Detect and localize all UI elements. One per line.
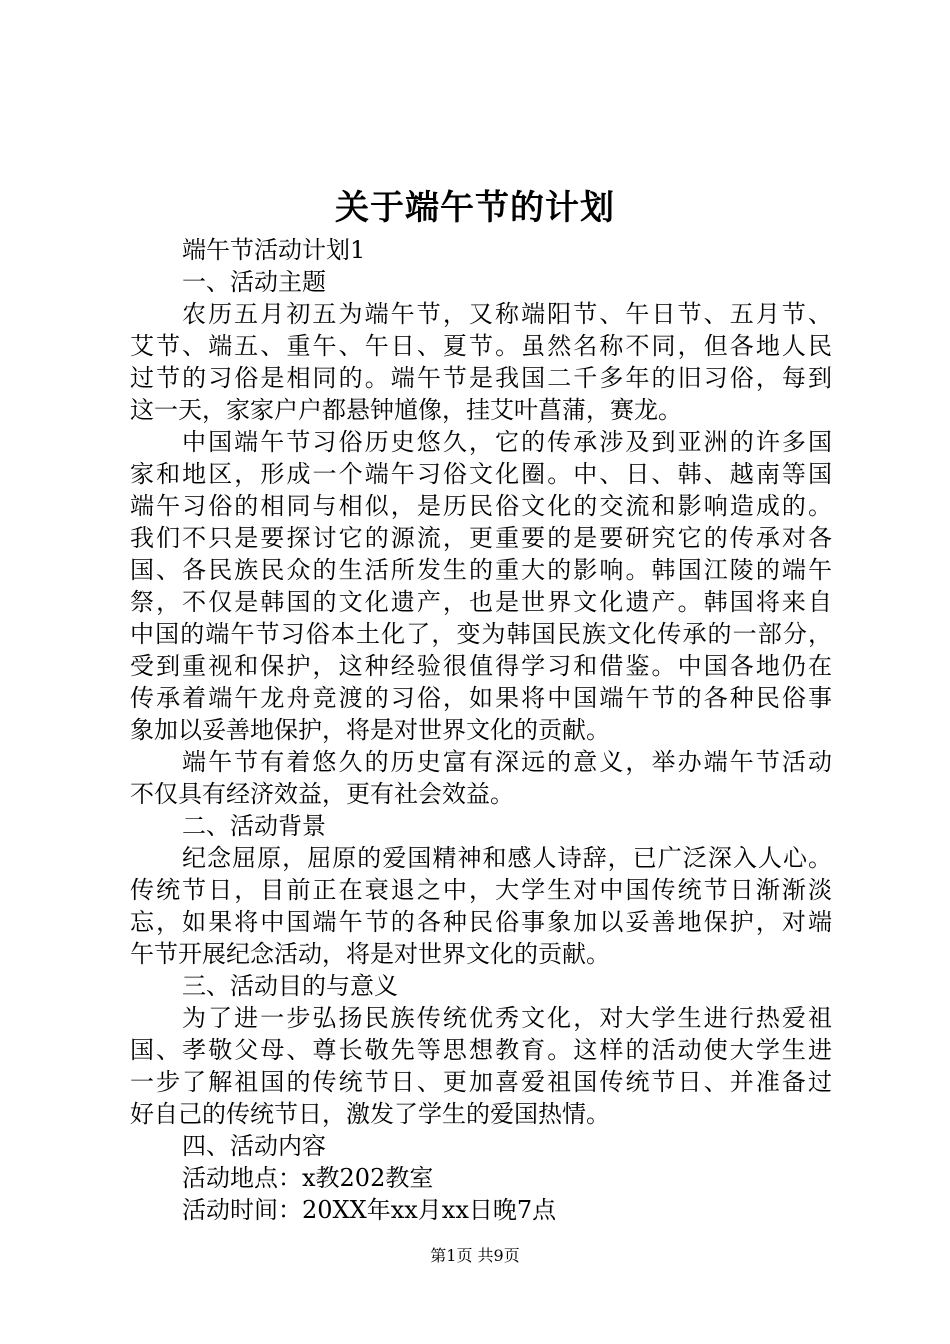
text-line: 纪念屈原，屈原的爱国精神和感人诗辞，已广泛深入人心。 — [182, 844, 832, 872]
text-line: 不仅具有经济效益，更有社会效益。 — [130, 780, 514, 808]
text-line: 好自己的传统节日，激发了学生的爱国热情。 — [130, 1100, 610, 1128]
page-footer: 第1页 共9页 — [430, 1246, 520, 1265]
section-heading: 二、活动背景 — [182, 812, 326, 840]
text-line: 家和地区，形成一个端午习俗文化圈。中、日、韩、越南等国 — [130, 460, 832, 488]
text-line: 午节开展纪念活动，将是对世界文化的贡献。 — [130, 940, 610, 968]
text-line: 这一天，家家户户都悬钟馗像，挂艾叶菖蒲，赛龙。 — [130, 396, 682, 424]
text-line: 端午节有着悠久的历史富有深远的意义，举办端午节活动 — [182, 748, 832, 776]
text-line: 农历五月初五为端午节，又称端阳节、午日节、五月节、 — [182, 300, 832, 328]
text-line: 为了进一步弘扬民族传统优秀文化，对大学生进行热爱祖 — [182, 1004, 832, 1032]
text-line: 祭，不仅是韩国的文化遗产，也是世界文化遗产。韩国将来自 — [130, 588, 832, 616]
text-line: 过节的习俗是相同的。端午节是我国二千多年的旧习俗，每到 — [130, 364, 832, 392]
text-line: 一步了解祖国的传统节日、更加喜爱祖国传统节日、并准备过 — [130, 1068, 832, 1096]
text-line: 受到重视和保护，这种经验很值得学习和借鉴。中国各地仍在 — [130, 652, 832, 680]
text-line: 中国的端午节习俗本土化了，变为韩国民族文化传承的一部分， — [130, 620, 832, 648]
text-line: 活动时间：20XX年xx月xx日晚7点 — [182, 1196, 557, 1224]
text-line: 传统节日，目前正在衰退之中，大学生对中国传统节日渐渐淡 — [130, 876, 832, 904]
section-heading: 一、活动主题 — [182, 268, 326, 296]
text-line: 活动地点：x教202教室 — [182, 1164, 434, 1192]
text-line: 端午习俗的相同与相似，是历民俗文化的交流和影响造成的。 — [130, 492, 832, 520]
section-heading: 四、活动内容 — [182, 1132, 326, 1160]
document-body — [130, 234, 832, 1226]
document-title: 关于端午节的计划 — [335, 188, 615, 228]
text-line: 国、各民族民众的生活所发生的重大的影响。韩国江陵的端午 — [130, 556, 832, 584]
text-line: 国、孝敬父母、尊长敬先等思想教育。这样的活动使大学生进 — [130, 1036, 832, 1064]
text-line: 我们不只是要探讨它的源流，更重要的是要研究它的传承对各 — [130, 524, 832, 552]
text-line: 艾节、端五、重午、午日、夏节。虽然名称不同，但各地人民 — [130, 332, 832, 360]
text-line: 端午节活动计划1 — [182, 236, 366, 264]
text-line: 中国端午节习俗历史悠久，它的传承涉及到亚洲的许多国 — [182, 428, 832, 456]
text-line: 忘，如果将中国端午节的各种民俗事象加以妥善地保护，对端 — [130, 908, 832, 936]
text-line: 象加以妥善地保护，将是对世界文化的贡献。 — [130, 716, 610, 744]
text-line: 传承着端午龙舟竞渡的习俗，如果将中国端午节的各种民俗事 — [130, 684, 832, 712]
section-heading: 三、活动目的与意义 — [182, 972, 398, 1000]
